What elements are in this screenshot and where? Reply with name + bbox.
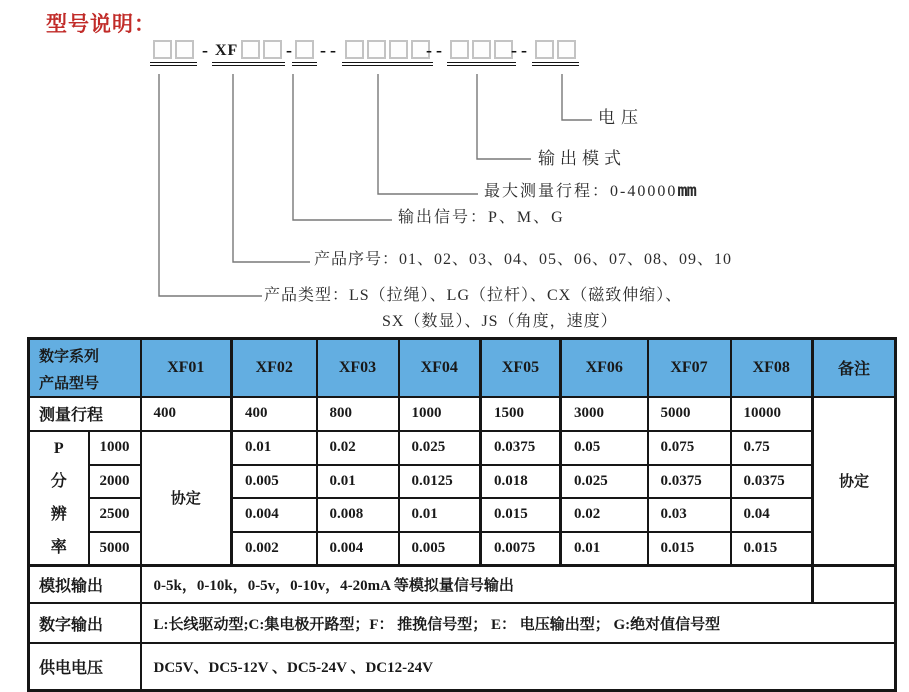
- label-max-travel-unit: mm: [677, 181, 696, 201]
- model-code-separator: --: [511, 40, 531, 60]
- resolution-value-cell: 0.01: [317, 465, 399, 498]
- resolution-value-cell: 0.75: [731, 431, 813, 465]
- header-model-cell: XF06: [561, 339, 648, 397]
- resolution-value-cell: 0.004: [232, 498, 317, 532]
- resolution-value-cell: 0.015: [731, 532, 813, 565]
- header-model-cell: XF05: [481, 339, 561, 397]
- table-row: [29, 603, 896, 643]
- model-code-segment: [150, 40, 197, 66]
- resolution-value-cell: 0.002: [232, 532, 317, 565]
- resolution-value-cell: 0.005: [232, 465, 317, 498]
- model-code-box: [295, 40, 314, 59]
- resolution-value-cell: 0.0375: [481, 431, 561, 465]
- spec-table-body: [29, 339, 896, 691]
- header-model-cell: XF01: [141, 339, 232, 397]
- resolution-value-cell: 0.01: [399, 498, 481, 532]
- model-code-box: [345, 40, 364, 59]
- table-row: [29, 431, 896, 465]
- bottom-label-cell: 供电电压: [29, 643, 141, 690]
- label-product-serial: 产品序号：01、02、03、04、05、06、07、08、09、10: [314, 251, 733, 268]
- model-code-line: [0, 0, 909, 80]
- resolution-label-char: 分: [50, 472, 67, 490]
- connector-output-mode: [477, 74, 531, 159]
- model-code-box: [535, 40, 554, 59]
- label-max-travel: [484, 178, 696, 201]
- travel-value-cell: 1500: [481, 397, 561, 431]
- resolution-value-cell: 0.008: [317, 498, 399, 532]
- model-code-prefix: XF: [215, 42, 239, 59]
- label-product-type-line1: 产品类型：LS（拉绳）、LG（拉杆）、CX（磁致伸缩）、: [264, 287, 683, 304]
- resolution-value-cell: 0.05: [561, 431, 648, 465]
- resolution-value-cell: 0.025: [399, 431, 481, 465]
- model-code-separator: -: [202, 40, 212, 60]
- resolution-value-cell: 0.01: [232, 431, 317, 465]
- model-code-box: [389, 40, 408, 59]
- header-model-cell: XF04: [399, 339, 481, 397]
- resolution-value-cell: 0.0125: [399, 465, 481, 498]
- connector-max-travel: [378, 74, 478, 194]
- resolution-speed-cell: 1000: [89, 431, 141, 465]
- page-title: 型号说明：: [46, 13, 156, 36]
- bottom-label-cell: 数字输出: [29, 603, 141, 643]
- table-row: [29, 339, 896, 397]
- header-series-line1: 数字系列: [39, 349, 100, 366]
- header-series-cell: [29, 339, 141, 397]
- header-model-cell: XF07: [648, 339, 731, 397]
- label-product-type: [264, 282, 682, 331]
- model-code-box: [367, 40, 386, 59]
- model-code-box: [450, 40, 469, 59]
- label-output-signal: 输出信号：P、M、G: [398, 209, 565, 226]
- label-voltage: 电压: [598, 108, 644, 127]
- model-code-separator: -: [286, 40, 296, 60]
- resolution-value-cell: 0.0375: [648, 465, 731, 498]
- table-row: [29, 565, 896, 603]
- label-product-type-line2: SX（数显）、JS（角度，速度）: [382, 313, 618, 330]
- resolution-value-cell: 0.005: [399, 532, 481, 565]
- bottom-value-cell: L:长线驱动型;C:集电极开路型；F： 推挽信号型； E： 电压输出型； G:绝对值信号型: [141, 603, 896, 643]
- model-code-separator: --: [426, 40, 446, 60]
- resolution-value-cell: 0.015: [648, 532, 731, 565]
- resolution-value-cell: 0.01: [561, 532, 648, 565]
- resolution-value-cell: 0.04: [731, 498, 813, 532]
- resolution-speed-cell: 2500: [89, 498, 141, 532]
- travel-value-cell: 400: [232, 397, 317, 431]
- resolution-value-cell: 0.015: [481, 498, 561, 532]
- header-note-cell: 备注: [813, 339, 896, 397]
- model-code-box: [263, 40, 282, 59]
- model-code-box: [557, 40, 576, 59]
- note-empty-cell: [813, 565, 896, 603]
- connector-output-signal: [293, 74, 392, 220]
- bottom-label-cell: 模拟输出: [29, 565, 141, 603]
- model-code-box: [241, 40, 260, 59]
- model-code-segment: [532, 40, 579, 66]
- spec-table: [27, 337, 897, 692]
- table-row: [29, 643, 896, 690]
- resolution-value-cell: 0.02: [561, 498, 648, 532]
- model-code-segment: [212, 40, 285, 66]
- bottom-value-cell: 0-5k，0-10k，0-5v，0-10v，4-20mA 等模拟量信号输出: [141, 565, 813, 603]
- header-model-cell: XF08: [731, 339, 813, 397]
- resolution-label-char: 率: [50, 538, 67, 556]
- resolution-value-cell: 0.0375: [731, 465, 813, 498]
- table-row: [29, 397, 896, 431]
- travel-value-cell: 5000: [648, 397, 731, 431]
- model-code-segment: [342, 40, 433, 66]
- travel-value-cell: 800: [317, 397, 399, 431]
- model-code-box: [175, 40, 194, 59]
- label-max-travel-text: 最大测量行程：0-40000: [484, 183, 678, 200]
- resolution-value-cell: 0.0075: [481, 532, 561, 565]
- header-model-cell: XF02: [232, 339, 317, 397]
- travel-value-cell: 3000: [561, 397, 648, 431]
- connector-product-type: [159, 74, 262, 296]
- resolution-value-cell: 0.018: [481, 465, 561, 498]
- resolution-speed-cell: 2000: [89, 465, 141, 498]
- note-agreed-cell: 协定: [813, 397, 896, 566]
- travel-label-cell: 测量行程: [29, 397, 141, 431]
- model-code-separator: --: [320, 40, 340, 60]
- label-output-mode: 输出模式: [538, 149, 626, 168]
- travel-value-cell: 1000: [399, 397, 481, 431]
- model-code-box: [153, 40, 172, 59]
- xf01-agreed-cell: 协定: [141, 431, 232, 566]
- resolution-label-char: 辨: [50, 505, 67, 523]
- travel-value-cell: 10000: [731, 397, 813, 431]
- travel-value-cell: 400: [141, 397, 232, 431]
- connector-voltage: [562, 74, 592, 120]
- resolution-value-cell: 0.025: [561, 465, 648, 498]
- resolution-value-cell: 0.004: [317, 532, 399, 565]
- resolution-label-cell: [29, 431, 89, 566]
- bottom-value-cell: DC5V、DC5-12V 、DC5-24V 、DC12-24V: [141, 643, 896, 690]
- resolution-value-cell: 0.02: [317, 431, 399, 465]
- resolution-value-cell: 0.075: [648, 431, 731, 465]
- connector-product-serial: [233, 74, 310, 262]
- header-series-line2: 产品型号: [39, 376, 100, 393]
- resolution-value-cell: 0.03: [648, 498, 731, 532]
- header-model-cell: XF03: [317, 339, 399, 397]
- model-code-segment: [447, 40, 516, 66]
- model-code-box: [472, 40, 491, 59]
- resolution-label-char: P: [53, 439, 64, 457]
- resolution-speed-cell: 5000: [89, 532, 141, 565]
